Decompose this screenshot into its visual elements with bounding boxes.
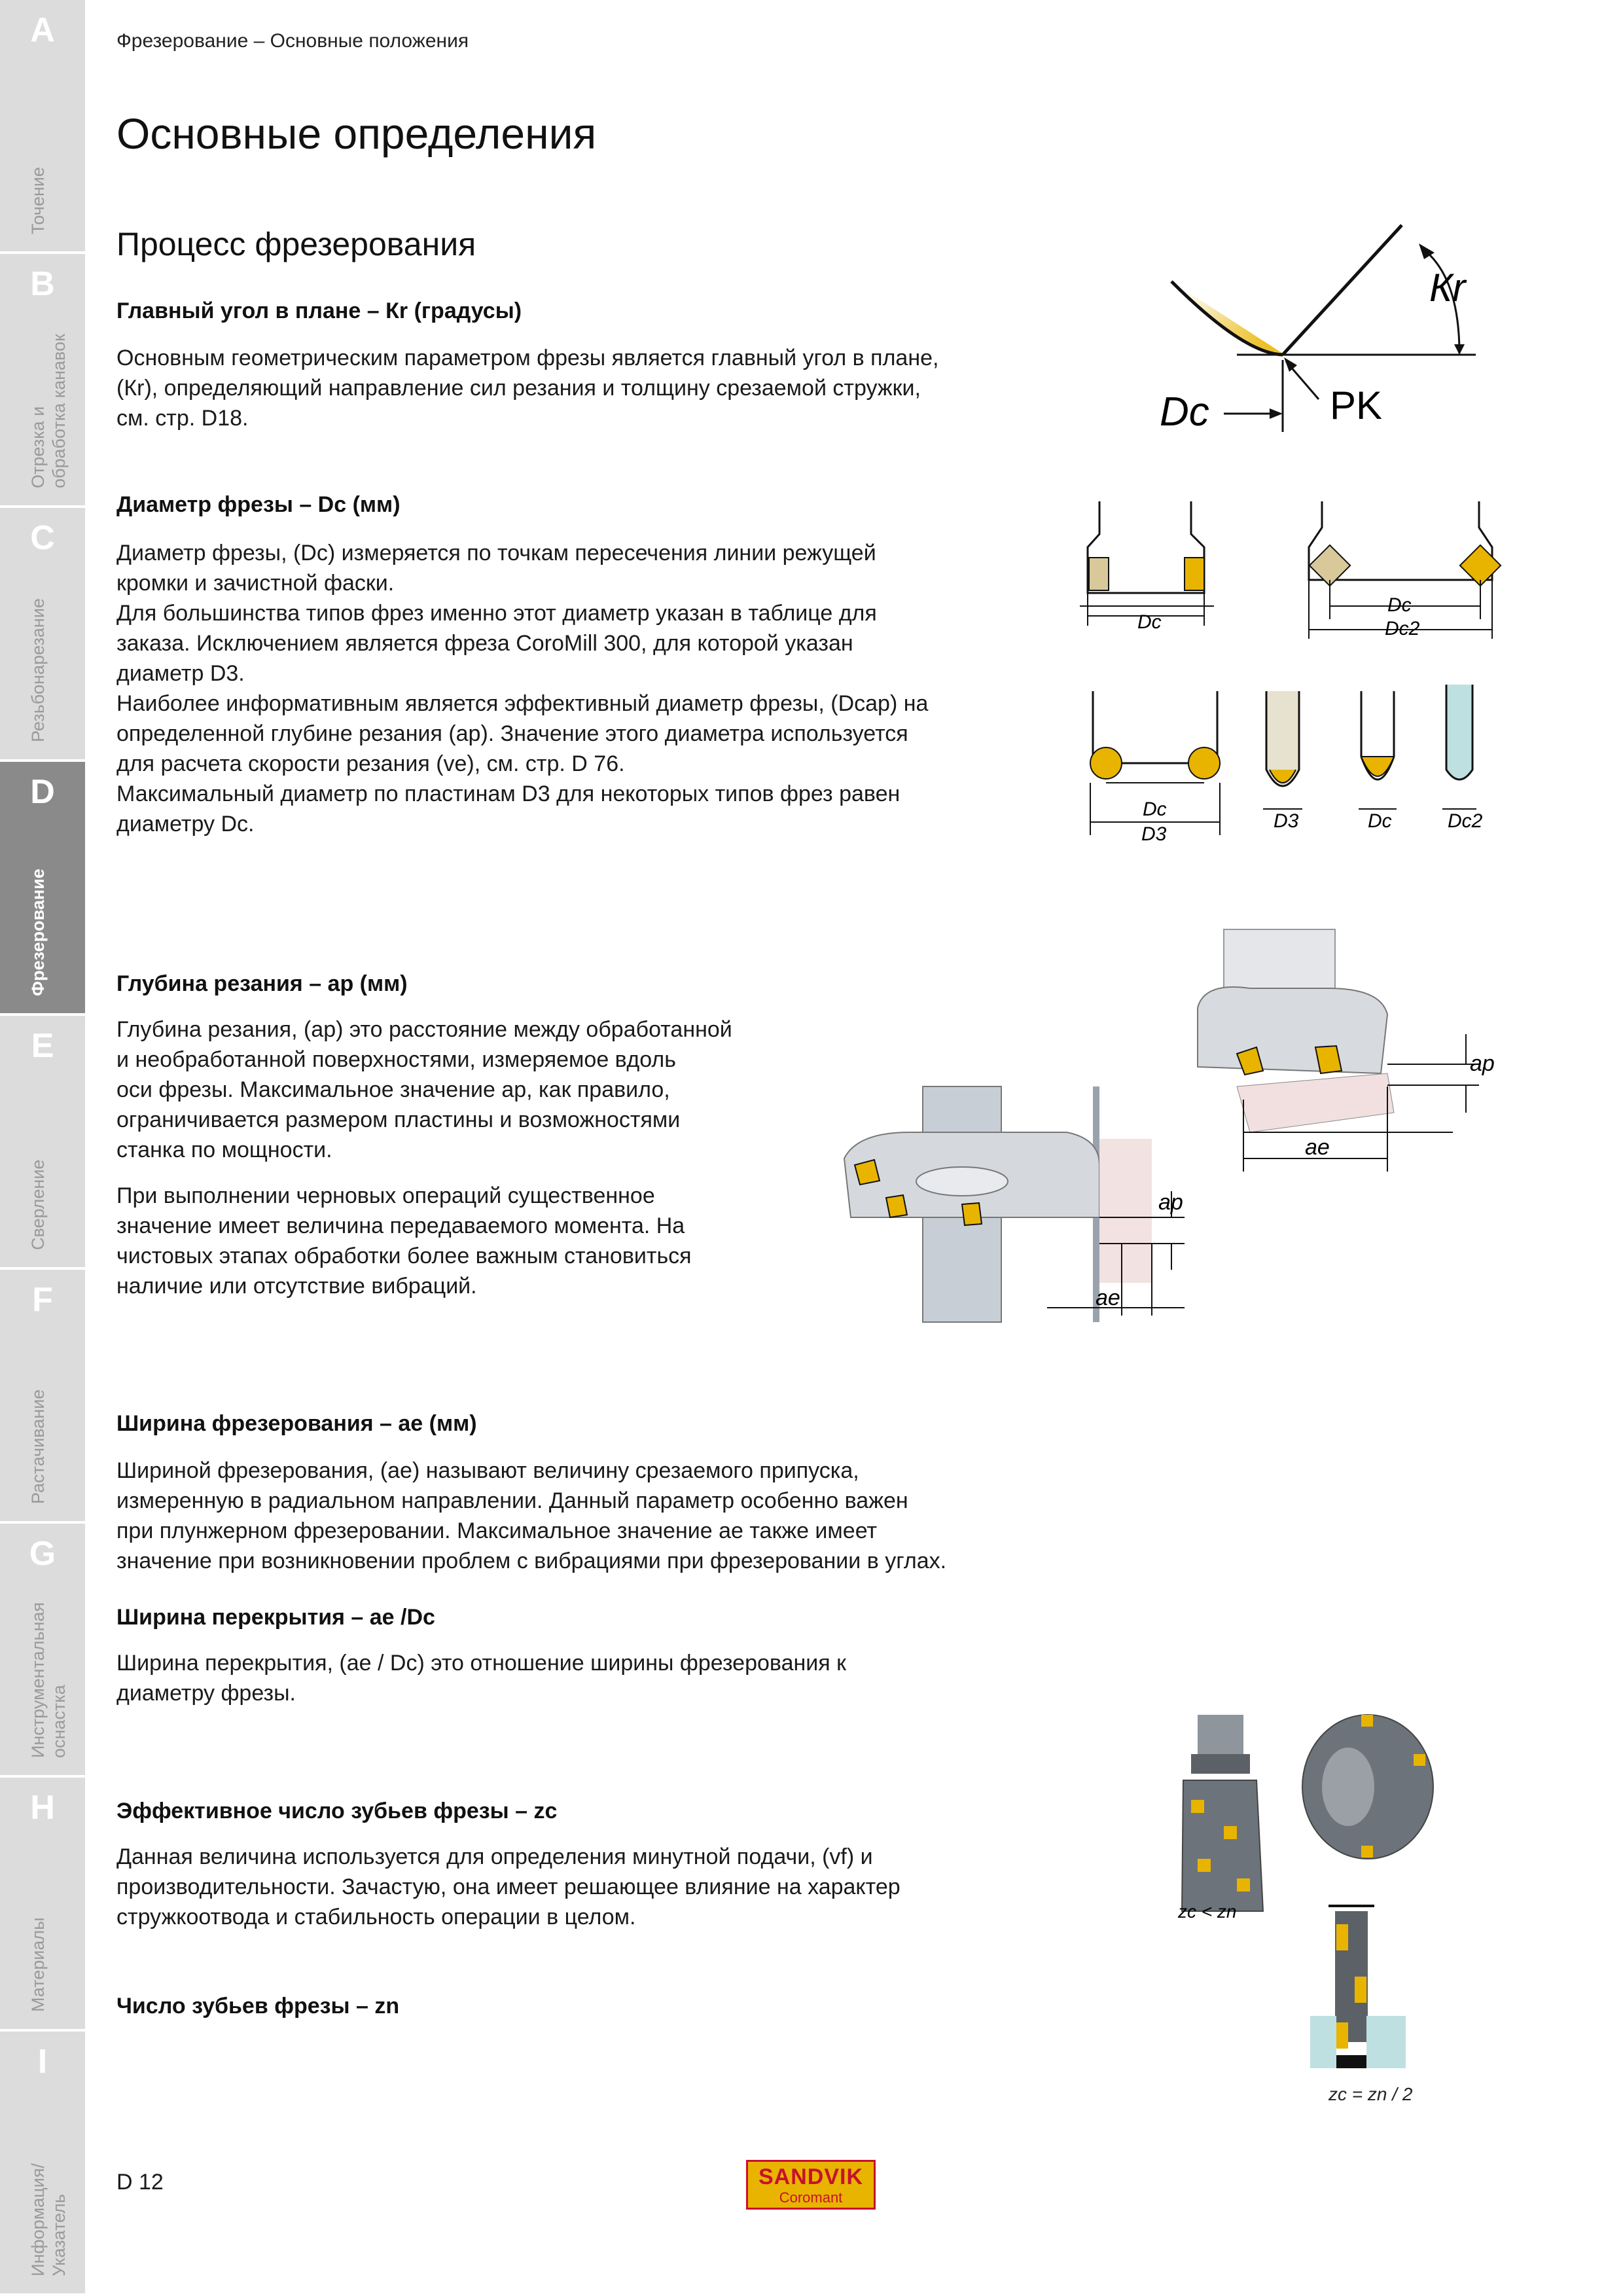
side-face-mill-illustration bbox=[844, 1086, 1185, 1322]
arrow-head-icon bbox=[1284, 357, 1297, 372]
cutter-edge-shape bbox=[1171, 228, 1400, 353]
tab-letter: G bbox=[29, 1535, 56, 1573]
d3-label: D3 bbox=[1274, 810, 1299, 832]
text-overlap: Ширина перекрытия, (ae / Dc) это отношение ширины фрезерования к диаметру фрезы. bbox=[116, 1651, 846, 1706]
dc2-label: Dc2 bbox=[1385, 618, 1420, 639]
dc-diagrams bbox=[1073, 495, 1505, 848]
sidebar-tab-b[interactable] bbox=[0, 254, 85, 508]
sidebar-tab-d[interactable] bbox=[0, 762, 85, 1016]
ap-label: ap bbox=[1158, 1190, 1183, 1215]
main-edge-line bbox=[1283, 225, 1402, 355]
heading-zc: Эффективное число зубьев фрезы – zc bbox=[116, 1799, 558, 1823]
sidebar-tab-f[interactable] bbox=[0, 1270, 85, 1524]
cutter-end-mill-1 bbox=[1263, 691, 1302, 832]
zc-caption-2: zc = zn / 2 bbox=[1329, 2084, 1413, 2104]
tab-letter: H bbox=[30, 1789, 55, 1827]
zc-diagrams bbox=[1165, 1715, 1440, 2108]
d3-label: D3 bbox=[1141, 823, 1167, 845]
disc-cutter bbox=[1302, 1715, 1433, 1859]
ap-ae-diagrams bbox=[831, 916, 1495, 1322]
text-ap-2: При выполнении черновых операций существенное значение имеет величина передаваемого момента. На чистовых этапах обработки более важным становиться наличие или отсутствие вибраций. bbox=[116, 1183, 692, 1299]
arrow-head-icon bbox=[1270, 408, 1283, 419]
logo-main-text: SANDVIK bbox=[758, 2164, 864, 2189]
breadcrumb: Фрезерование – Основные положения bbox=[116, 30, 469, 52]
sandvik-logo bbox=[746, 2160, 876, 2210]
dc-label: Dc bbox=[1387, 594, 1412, 616]
heading-ap: Глубина резания – ap (мм) bbox=[116, 971, 408, 996]
kr-label: Кr bbox=[1429, 266, 1466, 310]
tab-letter: A bbox=[30, 11, 55, 49]
ae-label: ae bbox=[1096, 1285, 1120, 1310]
logo-sub-text: Coromant bbox=[779, 2189, 843, 2206]
heading-kr: Главный угол в плане – Кr (градусы) bbox=[116, 298, 522, 323]
heading-overlap: Ширина перекрытия – ae /Dc bbox=[116, 1605, 435, 1630]
pk-label: PK bbox=[1330, 384, 1383, 427]
tab-label: Инструментальная оснастка bbox=[28, 1602, 69, 1758]
tab-letter: D bbox=[30, 773, 55, 811]
text-zc: Данная величина используется для определения минутной подачи, (vf) и производительности. Зачастую, она имеет решающее влияние на характер стружкоотвода и стабильность операции в целом. bbox=[116, 1844, 901, 1929]
cutter-ball-insert bbox=[1090, 691, 1220, 845]
dc2-label: Dc2 bbox=[1448, 810, 1483, 832]
section-title: Процесс фрезерования bbox=[116, 226, 476, 262]
page-title: Основные определения bbox=[116, 109, 597, 158]
tab-label: Сверление bbox=[28, 1159, 48, 1250]
heading-ae: Ширина фрезерования – ae (мм) bbox=[116, 1411, 477, 1436]
dc-label: Dc bbox=[1137, 611, 1162, 633]
dc-label: Dc bbox=[1368, 810, 1392, 832]
tab-letter: I bbox=[37, 2043, 48, 2081]
cutter-square-shoulder bbox=[1080, 501, 1214, 633]
tab-label: Материалы bbox=[28, 1917, 48, 2012]
tab-label: Точение bbox=[28, 167, 48, 234]
sidebar-tab-c[interactable] bbox=[0, 508, 85, 762]
long-edge-cutter bbox=[1182, 1715, 1263, 1911]
slot-cutter-section bbox=[1310, 1905, 1406, 2068]
tab-letter: C bbox=[30, 519, 55, 557]
sidebar bbox=[0, 0, 85, 2296]
text-ap-1: Глубина резания, (ap) это расстояние между обработанной и необработанной поверхностями, измеряемое вдоль оси фрезы. Максимальное значение ap, как правило, ограничивается размером пластины и возможностями станка по мощности. bbox=[116, 1017, 732, 1162]
sidebar-tab-i[interactable] bbox=[0, 2032, 85, 2296]
face-mill-illustration bbox=[1198, 929, 1495, 1172]
tab-label: Информация/ Указатель bbox=[28, 2163, 69, 2276]
tab-label: Резьбонарезание bbox=[28, 598, 48, 742]
tab-label: Фрезерование bbox=[28, 869, 48, 996]
zc-caption-1: zc < zn bbox=[1178, 1901, 1237, 1922]
heading-dc: Диаметр фрезы – Dc (мм) bbox=[116, 492, 401, 517]
tab-letter: B bbox=[30, 265, 55, 303]
arrow-head-icon bbox=[1454, 344, 1465, 355]
kr-angle-diagram bbox=[1152, 216, 1492, 439]
page-number: D 12 bbox=[116, 2170, 164, 2195]
sidebar-tab-e[interactable] bbox=[0, 1016, 85, 1270]
sidebar-tab-h[interactable] bbox=[0, 1778, 85, 2032]
tab-label: Растачивание bbox=[28, 1389, 48, 1504]
sidebar-tab-g[interactable] bbox=[0, 1524, 85, 1778]
ap-label: ap bbox=[1470, 1051, 1495, 1076]
sidebar-tab-a[interactable] bbox=[0, 0, 85, 254]
text-dc: Диаметр фрезы, (Dc) измеряется по точкам пересечения линии режущей кромки и зачистной фаски. Для большинства типов фрез именно этот диаметр указан в таблице для заказа. Исключением является фреза CoroMill 300, для которой указан диаметр D3. Наиболее информативным является эффективный диаметр фрезы, (Dcap) на определенной глубине резания (ap). Значение этого диаметра используется для расчета скорости резания (ve), см. стр. D 76. Максимальный диаметр по пластинам D3 для некоторых типов фрез равен диаметру Dc. bbox=[116, 541, 929, 836]
heading-zn: Число зубьев фрезы – zn bbox=[116, 1994, 400, 2018]
cutter-end-mill-3 bbox=[1442, 685, 1483, 832]
dc-label: Dc bbox=[1160, 389, 1209, 435]
tab-letter: F bbox=[32, 1281, 53, 1319]
tab-letter: E bbox=[31, 1027, 54, 1065]
cutter-end-mill-2 bbox=[1359, 691, 1397, 832]
ae-label: ae bbox=[1305, 1135, 1330, 1160]
cutter-round-insert bbox=[1309, 501, 1501, 639]
dc-label: Dc bbox=[1143, 798, 1167, 820]
text-ae: Шириной фрезерования, (ae) называют величину срезаемого припуска, измеренную в радиальном направлении. Данный параметр особенно важен при плунжерном фрезеровании. Максимальное значение ae также имеет значение при возникновении проблем с вибрациями при фрезеровании в углах. bbox=[116, 1458, 947, 1573]
tab-label: Отрезка и обработка канавок bbox=[28, 334, 69, 488]
text-kr: Основным геометрическим параметром фрезы является главный угол в плане, (Кr), определяющий направление сил резания и толщину срезаемой стружки, см. стр. D18. bbox=[116, 346, 939, 431]
